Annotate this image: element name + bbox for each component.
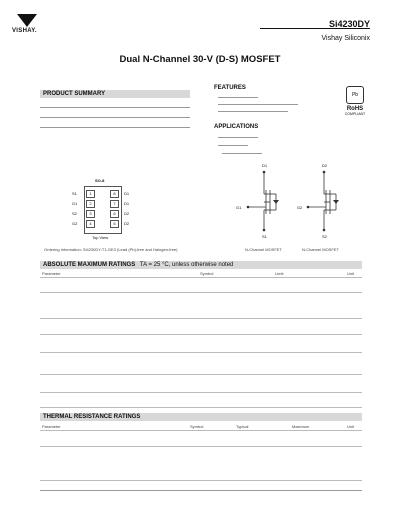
table-row (40, 318, 362, 319)
pin-label: S2 (72, 211, 77, 216)
pin-number: 3 (86, 210, 95, 218)
abs-max-header (40, 261, 362, 269)
table-row (40, 352, 362, 353)
pin-number: 6 (110, 210, 119, 218)
mosfet-caption: N-Channel MOSFET (302, 247, 339, 252)
logo-text: VISHAY. (12, 28, 37, 34)
company-name: Vishay Siliconix (321, 35, 370, 42)
gate-label: G2 (297, 205, 303, 210)
pin-label: D1 (124, 201, 130, 206)
pin-label: S1 (72, 191, 77, 196)
table-row (40, 292, 362, 293)
pin-label: G2 (72, 221, 78, 226)
rohs-label: RoHS (346, 106, 364, 112)
application-line (222, 153, 262, 154)
col-symbol: Symbol (200, 271, 214, 276)
col-maximum: Maximum (292, 424, 310, 429)
col-symbol: Symbol (190, 424, 204, 429)
col-parameter: Parameter (42, 271, 61, 276)
mosfet-caption: N-Channel MOSFET (245, 247, 282, 252)
table-row (40, 480, 362, 481)
document-title: Dual N-Channel 30-V (D-S) MOSFET (119, 54, 281, 65)
pin-number: 8 (110, 190, 119, 198)
pin-label: G1 (72, 201, 78, 206)
col-limit: Limit (275, 271, 284, 276)
features-heading: FEATURES (214, 85, 246, 91)
abs-max-title: ABSOLUTE MAXIMUM RATINGS (43, 262, 136, 268)
mosfet-symbols-icon (240, 160, 370, 252)
feature-line (218, 111, 288, 112)
col-parameter: Parameter (42, 424, 61, 429)
drain-label: D1 (262, 163, 268, 168)
rohs-sub: COMPLIANT (344, 112, 366, 116)
drain-label: D2 (322, 163, 328, 168)
table-row (40, 407, 362, 408)
table-row (40, 430, 362, 431)
col-unit: Unit (347, 424, 355, 429)
rohs-badge (340, 86, 370, 116)
product-summary-rule (40, 107, 190, 108)
abs-max-condition: TA = 25 °C, unless otherwise noted (139, 262, 234, 268)
col-unit: Unit (347, 271, 355, 276)
table-row (40, 374, 362, 375)
vishay-logo (12, 14, 42, 34)
table-row (40, 277, 362, 278)
pin-number: 7 (110, 200, 119, 208)
package-name: SO-8 (95, 178, 105, 183)
logo-triangle-icon (17, 14, 37, 27)
source-label: S2 (322, 234, 327, 239)
table-row (40, 334, 362, 335)
application-line (218, 145, 248, 146)
part-number: Si4230DY (328, 19, 370, 29)
ordering-info: Ordering Information: Si4230DY-T1-GE3 (Lead (Pb)-free and Halogen-free) (44, 247, 178, 252)
footer-rule (40, 490, 362, 491)
feature-line (218, 104, 298, 105)
product-summary-rule (40, 127, 190, 128)
feature-line (218, 97, 258, 98)
source-label: S1 (262, 234, 267, 239)
pb-free-icon: Pb (346, 86, 364, 104)
pin-number: 2 (86, 200, 95, 208)
product-summary-header: PRODUCT SUMMARY (40, 90, 190, 98)
table-row (40, 392, 362, 393)
package-view: Top View (92, 235, 109, 240)
pin-number: 1 (86, 190, 95, 198)
table-row (40, 446, 362, 447)
product-summary-rule (40, 117, 190, 118)
gate-label: G1 (236, 205, 242, 210)
pin-label: D2 (124, 221, 130, 226)
pin-label: D2 (124, 211, 130, 216)
col-typical: Typical (236, 424, 249, 429)
pin-number: 4 (86, 220, 95, 228)
application-line (218, 137, 258, 138)
pin-number: 5 (110, 220, 119, 228)
applications-heading: APPLICATIONS (214, 124, 259, 130)
pin-label: D1 (124, 191, 130, 196)
thermal-header: THERMAL RESISTANCE RATINGS (40, 413, 362, 421)
